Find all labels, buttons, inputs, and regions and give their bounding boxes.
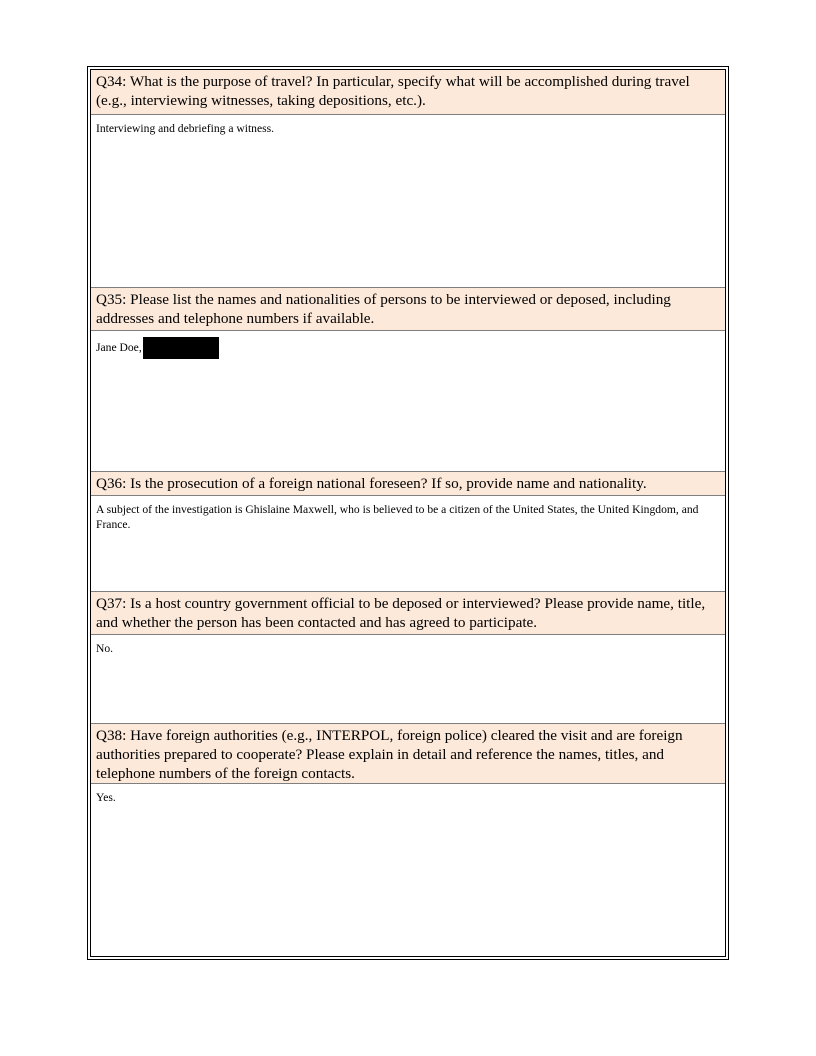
answer-q38: Yes. (96, 791, 116, 804)
question-q38: Q38: Have foreign authorities (e.g., INTERPOL, foreign police) cleared the visit and are foreign authorities prepared to cooperate? Please explain in detail and reference the names, titles, and telephone numbers of the foreign contacts. (91, 724, 725, 784)
answer-q34: Interviewing and debriefing a witness. (91, 115, 725, 288)
question-q34: Q34: What is the purpose of travel? In particular, specify what will be accomplished during travel (e.g., interviewing witnesses, taking depositions, etc.). (91, 70, 725, 115)
question-block-q38 (91, 724, 725, 954)
question-q36: Q36: Is the prosecution of a foreign national foreseen? If so, provide name and nationality. (91, 472, 725, 496)
question-q37: Q37: Is a host country government official to be deposed or interviewed? Please provide name, title, and whether the person has been contacted and has agreed to participate. (91, 592, 725, 635)
question-q35: Q35: Please list the names and nationalities of persons to be interviewed or deposed, including addresses and telephone numbers if available. (91, 288, 725, 331)
redaction-box (143, 337, 219, 359)
question-block-q36 (91, 472, 725, 592)
form-table (90, 69, 726, 957)
answer-q37: No. (91, 635, 725, 724)
answer-q35-text: Jane Doe, (96, 341, 142, 354)
form-frame (87, 66, 729, 960)
answer-q36: A subject of the investigation is Ghislaine Maxwell, who is believed to be a citizen of the United States, the United Kingdom, and France. (91, 496, 725, 592)
answer-q35 (91, 331, 725, 472)
question-block-q34 (91, 70, 725, 288)
question-block-q35 (91, 288, 725, 472)
question-block-q37 (91, 592, 725, 724)
